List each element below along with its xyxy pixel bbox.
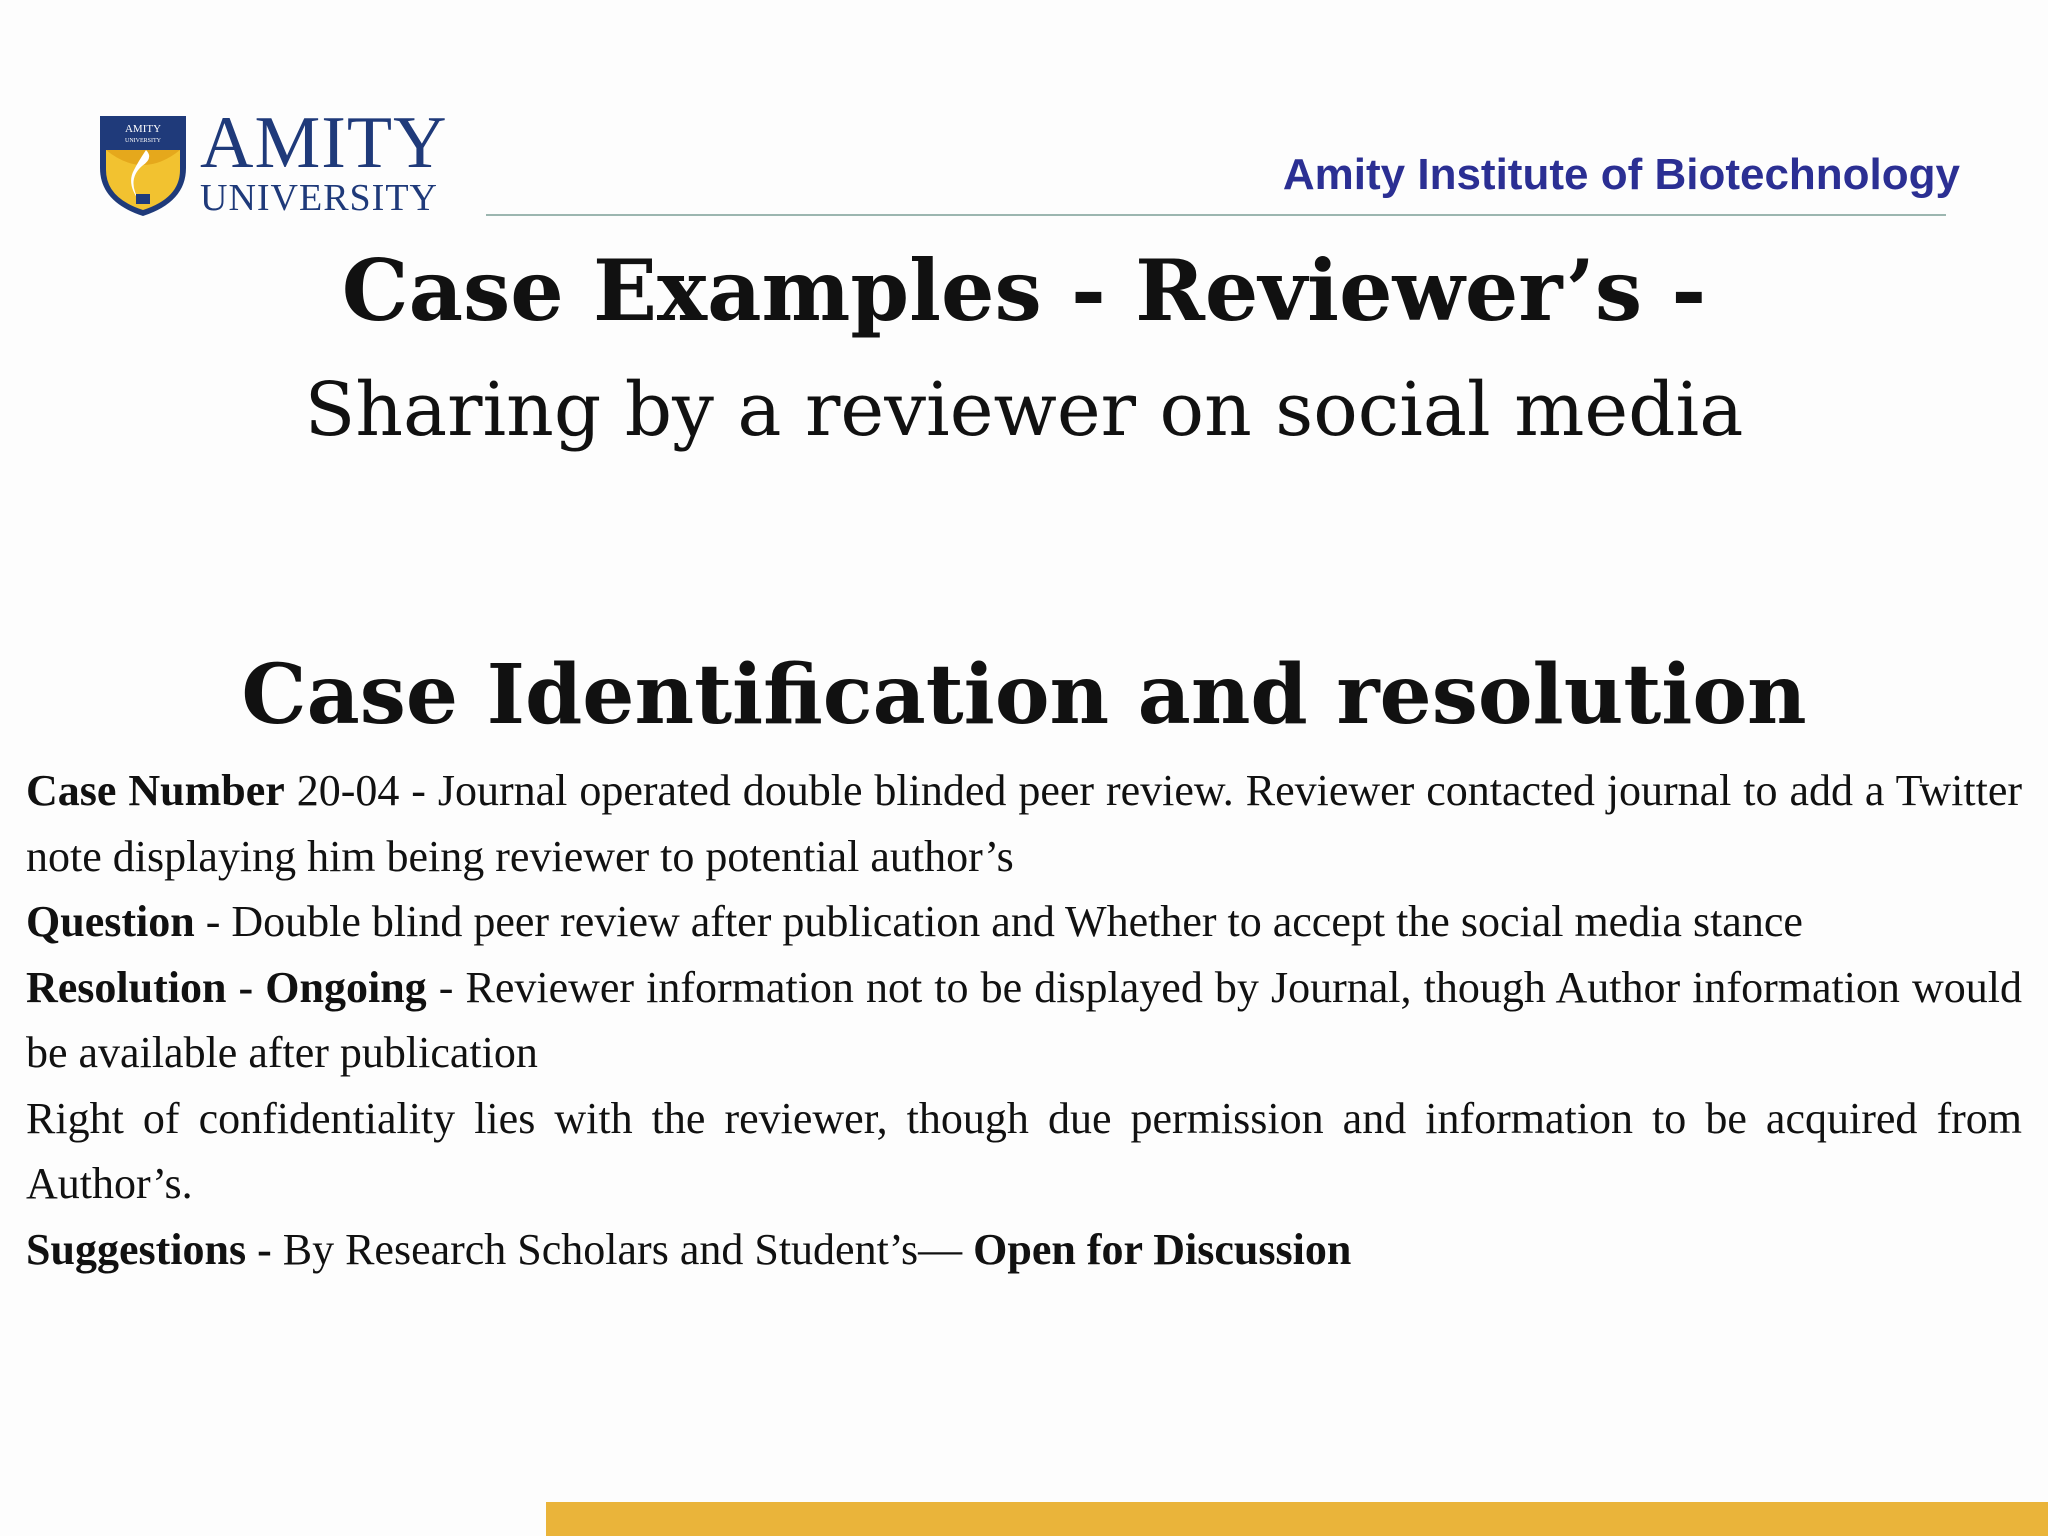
suggestions-text: By Research Scholars and Student’s— xyxy=(282,1224,974,1274)
case-number-paragraph xyxy=(26,758,2022,889)
case-number-label: Case Number xyxy=(26,766,285,815)
amity-university-logo xyxy=(96,102,448,219)
amity-shield-icon xyxy=(96,110,190,218)
slide-subtitle: Sharing by a reviewer on social media xyxy=(304,367,1744,453)
question-text: - Double blind peer review after publication and Whether to accept the social media stance xyxy=(194,897,1803,946)
section-heading: Case Identification and resolution xyxy=(241,647,1807,743)
case-number-text: 20-04 - Journal operated double blinded peer review. Reviewer contacted journal to add a Twitter note displaying him being reviewer to potential author’s xyxy=(26,766,2023,881)
header-divider xyxy=(486,214,1946,216)
institute-name: Amity Institute of Biotechnology xyxy=(1282,150,1960,199)
suggestions-label: Suggestions - xyxy=(26,1224,283,1274)
confidentiality-paragraph xyxy=(26,1086,2022,1217)
svg-text:AMITY: AMITY xyxy=(124,123,162,135)
case-details xyxy=(26,758,2022,1282)
footer-accent-bar xyxy=(546,1502,2048,1536)
resolution-paragraph xyxy=(26,955,2022,1086)
logo-wordmark: AMITY xyxy=(200,102,448,184)
suggestions-emphasis: Open for Discussion xyxy=(973,1224,1352,1274)
resolution-label: Resolution - Ongoing xyxy=(26,962,427,1012)
resolution-text: - Reviewer information not to be displayed by Journal, though Author information would be available after publication xyxy=(26,962,2023,1077)
logo-subtext: UNIVERSITY xyxy=(200,177,438,219)
question-paragraph xyxy=(26,889,2022,955)
slide-title: Case Examples - Reviewer’s - xyxy=(341,241,1707,340)
confidentiality-text: Right of confidentiality lies with the reviewer, though due permission and information to be acquired from Author’s. xyxy=(26,1093,2022,1208)
question-label: Question xyxy=(26,897,195,946)
suggestions-paragraph xyxy=(26,1217,2022,1283)
svg-text:UNIVERSITY: UNIVERSITY xyxy=(125,138,161,144)
